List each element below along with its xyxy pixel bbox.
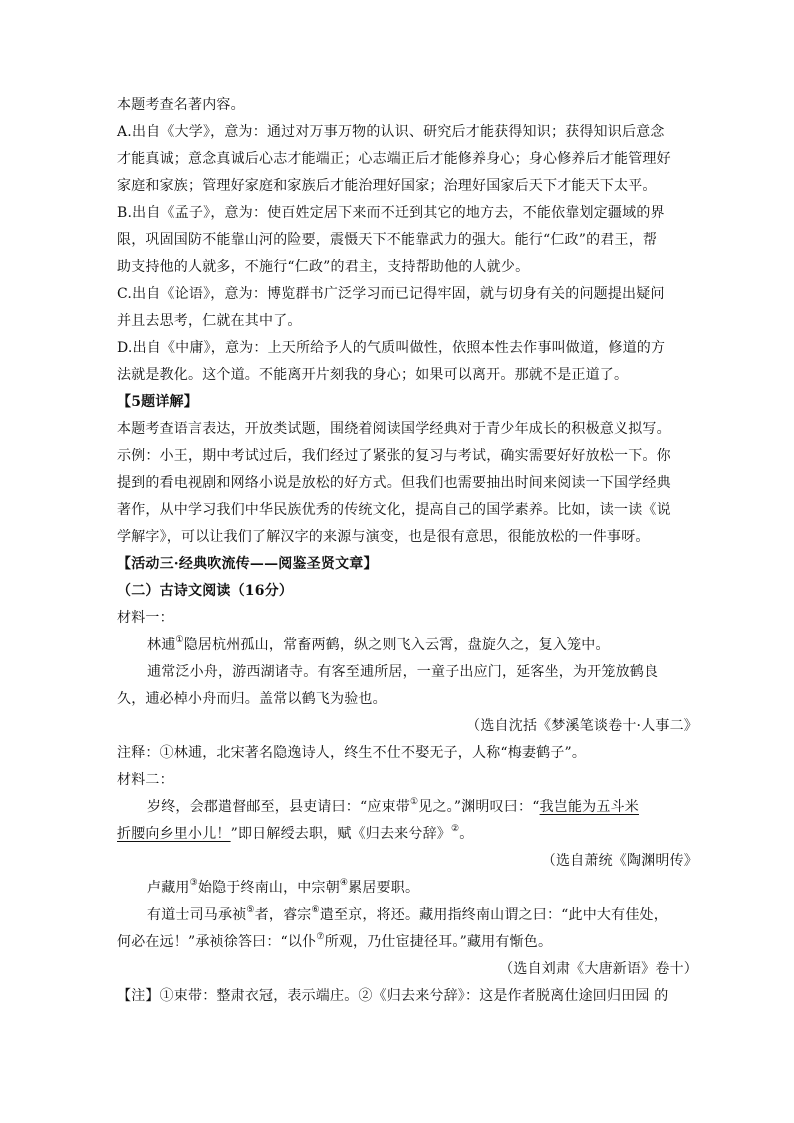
material-2-source-2: （选自刘肃《大唐新语》卷十） — [499, 961, 698, 977]
q5-line-1: 本题考查语言表达，开放类试题，围绕着阅读国学经典对于青少年成长的积极意义拟写。 — [117, 421, 671, 437]
option-a-line-2: 才能真诚；意念真诚后心志才能端正；心志端正后才能修养身心；身心修养后才能管理好 — [117, 151, 671, 167]
q5-line-5: 学解字》，可以让我们了解汉字的来源与演变，也是很有意思，很能放松的一件事呀。 — [117, 529, 650, 545]
q5-line-4: 著作，从中学习我们中华民族优秀的传统文化，提高自己的国学素养。比如，读一读《说 — [117, 502, 671, 518]
option-c-line-1: C.出自《论语》，意为：博览群书广泛学习而已记得牢固，就与切身有关的问题提出疑问 — [117, 286, 665, 302]
option-b-line-2: 限，巩固国防不能靠山河的险要，震慑天下不能靠武力的强大。能行“仁政”的君王，帮 — [117, 232, 658, 248]
option-d-line-1: D.出自《中庸》，意为：上天所给予人的气质叫做性，依照本性去作事叫做道，修道的方 — [117, 340, 666, 356]
option-d-line-2: 法就是教化。这个道。不能离开片刻我的身心；如果可以离开。那就不是正道了。 — [117, 367, 629, 383]
option-b-line-1: B.出自《孟子》，意为：使百姓定居下来而不迁到其它的地方去，不能依靠划定疆域的界 — [117, 205, 665, 221]
footnote-marker: ① — [175, 635, 184, 646]
material-1-source: （选自沈括《梦溪笔谈卷十·人事二》 — [466, 718, 698, 734]
option-b-line-3: 助支持他的人就多，不施行“仁政”的君主，支持帮助他的人就少。 — [117, 259, 530, 275]
material-1-paragraph-1: 林逋①隐居杭州孤山，常畜两鹤，纵之则飞入云霄，盘旋久之，复入笼中。 — [147, 635, 610, 653]
material-1-note: 注释：①林逋，北宋著名隐逸诗人，终生不仕不娶无子，人称“梅妻鹤子”。 — [117, 745, 587, 761]
option-a-line-3: 家庭和家族；管理好家庭和家族后才能治理好国家；治理好国家后天下才能天下太平。 — [117, 178, 657, 194]
underlined-quote: 我岂能为五斗米 — [539, 799, 639, 815]
activity-heading: 【活动三·经典吹流传——阅鉴圣贤文章】 — [117, 556, 378, 572]
footnote-marker: ⑦ — [316, 932, 325, 943]
underlined-quote: 折腰向乡里小儿！ — [117, 826, 231, 842]
material-2-paragraph-1-line-2: 折腰向乡里小儿！”即日解绶去职，赋《归去来兮辞》②。 — [117, 824, 474, 842]
footnote-marker: ③ — [189, 878, 198, 889]
section-heading: （二）古诗文阅读（16分） — [117, 583, 294, 599]
material-2-paragraph-2: 卢藏用③始隐于终南山，中宗朝④累居要职。 — [147, 878, 420, 896]
option-c-line-2: 并且去思考，仁就在其中了。 — [117, 313, 302, 329]
material-2-label: 材料二： — [117, 772, 174, 788]
intro-line: 本题考查名著内容。 — [117, 97, 245, 113]
option-a-line-1: A.出自《大学》，意为：通过对万事万物的认识、研究后才能获得知识；获得知识后意念 — [117, 124, 665, 140]
footnote-marker: ② — [450, 824, 460, 835]
q5-heading: 【5题详解】 — [117, 394, 198, 410]
material-1-label: 材料一： — [117, 610, 174, 626]
q5-line-3: 提到的看电视剧和网络小说是放松的好方式。但我们也需要抽出时间来阅读一下国学经典 — [117, 475, 671, 491]
footnote-marker: ⑥ — [311, 905, 320, 916]
material-2-paragraph-1-line-1: 岁终，会郡遣督邮至，县吏请曰：“应束带①见之。”渊明叹曰：“我岂能为五斗米 — [147, 797, 639, 815]
material-2-source-1: （选自萧统《陶渊明传》 — [541, 853, 698, 869]
q5-line-2: 示例：小王，期中考试过后，我们经过了紧张的复习与考试，确实需要好好放松一下。你 — [117, 448, 671, 464]
footnote-marker: ④ — [339, 878, 349, 889]
material-2-paragraph-3-line-2: 何必在远！”承祯徐答曰：“以仆⑦所观，乃仕宦捷径耳。”藏用有惭色。 — [117, 932, 553, 950]
material-2-paragraph-3-line-1: 有道士司马承祯⑤者，睿宗⑥遣至京，将还。藏用指终南山谓之曰：“此中大有佳处， — [147, 905, 668, 923]
footnote-marker: ⑤ — [246, 905, 255, 916]
material-1-paragraph-2-line-1: 逋常泛小舟，游西湖诸寺。有客至逋所居，一童子出应门，延客坐，为开笼放鹤良 — [147, 664, 659, 680]
footnote-marker: ① — [409, 797, 419, 808]
material-2-note: 【注】①束带：整肃衣冠，表示端庄。②《归去来兮辞》：这是作者脱离仕途回归田园 的 — [117, 988, 669, 1004]
material-1-paragraph-2-line-2: 久，逋必棹小舟而归。盖常以鹤飞为验也。 — [117, 691, 387, 707]
